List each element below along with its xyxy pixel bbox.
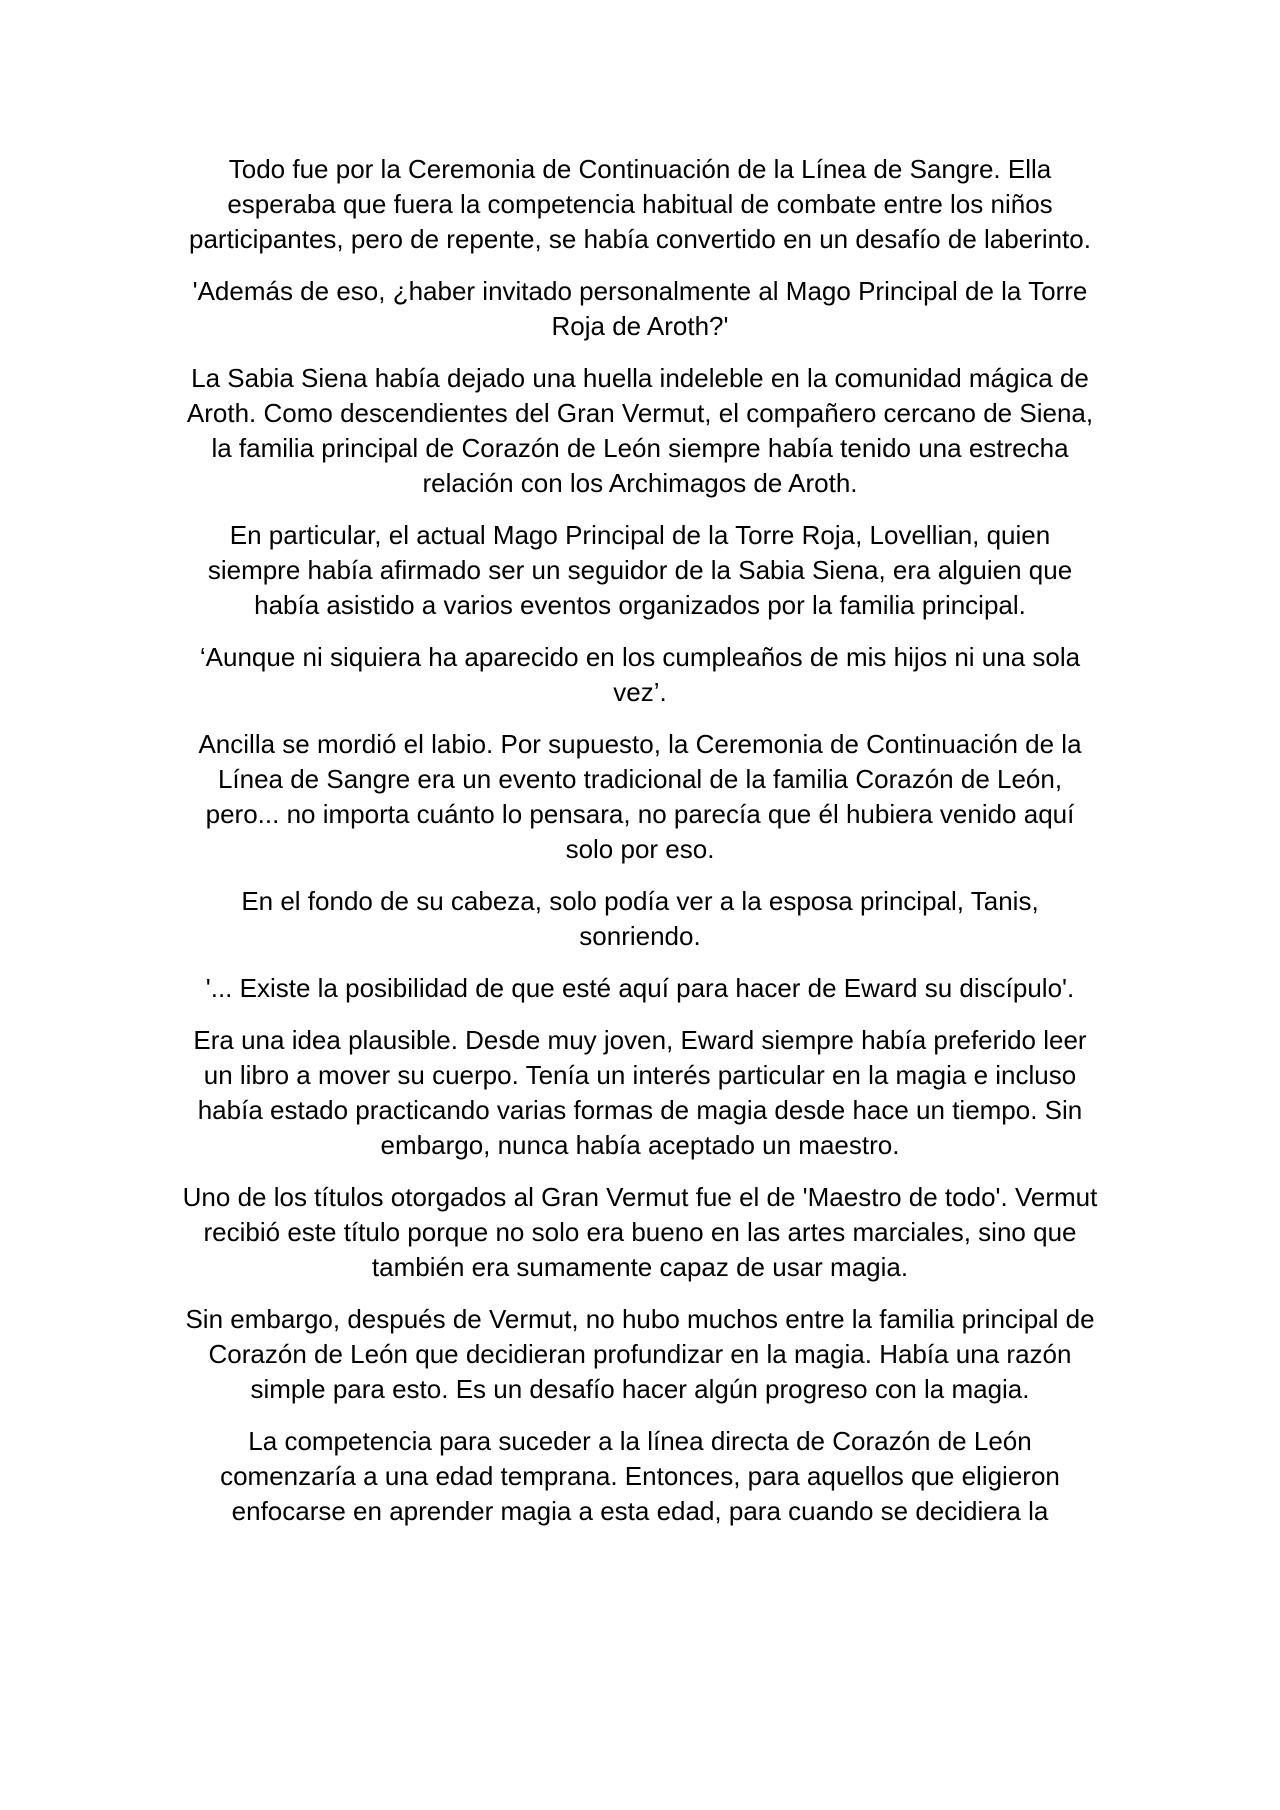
paragraph: En el fondo de su cabeza, solo podía ver a la esposa principal, Tanis, sonriendo.	[241, 886, 1039, 951]
paragraph: ‘Aunque ni siquiera ha aparecido en los cumpleaños de mis hijos ni una sola vez’.	[199, 642, 1081, 707]
paragraph: 'Además de eso, ¿haber invitado personalmente al Mago Principal de la Torre Roja de Aroth?'	[192, 276, 1088, 341]
paragraph: La Sabia Siena había dejado una huella indeleble en la comunidad mágica de Aroth. Como descendientes del Gran Vermut, el compañero cercano de Siena, la familia principal de Corazón de León siempre había tenido una estrecha relación con los Archimagos de Aroth.	[186, 363, 1094, 498]
paragraph: En particular, el actual Mago Principal de la Torre Roja, Lovellian, quien siempre había afirmado ser un seguidor de la Sabia Siena, era alguien que había asistido a varios eventos organizados por la familia principal.	[207, 520, 1073, 620]
document-page	[180, 152, 1100, 1546]
paragraph: Ancilla se mordió el labio. Por supuesto, la Ceremonia de Continuación de la Línea de Sangre era un evento tradicional de la familia Corazón de León, pero... no importa cuánto lo pensara, no parecía que él hubiera venido aquí solo por eso.	[198, 729, 1082, 864]
paragraph: Sin embargo, después de Vermut, no hubo muchos entre la familia principal de Corazón de León que decidieran profundizar en la magia. Había una razón simple para esto. Es un desafío hacer algún progreso con la magia.	[185, 1304, 1095, 1404]
paragraph: Uno de los títulos otorgados al Gran Vermut fue el de 'Maestro de todo'. Vermut recibió este título porque no solo era bueno en las artes marciales, sino que también era sumamente capaz de usar magia.	[182, 1182, 1098, 1282]
paragraph: La competencia para suceder a la línea directa de Corazón de León comenzaría a una edad temprana. Entonces, para aquellos que eligieron enfocarse en aprender magia a esta edad, para cuando se decidiera la	[220, 1426, 1060, 1526]
paragraph: Todo fue por la Ceremonia de Continuación de la Línea de Sangre. Ella esperaba que fuera la competencia habitual de combate entre los niños participantes, pero de repente, se había convertido en un desafío de laberinto.	[189, 154, 1091, 254]
paragraph: Era una idea plausible. Desde muy joven, Eward siempre había preferido leer un libro a mover su cuerpo. Tenía un interés particular en la magia e incluso había estado practicando varias formas de magia desde hace un tiempo. Sin embargo, nunca había aceptado un maestro.	[193, 1025, 1087, 1160]
paragraph: '... Existe la posibilidad de que esté aquí para hacer de Eward su discípulo'.	[205, 973, 1075, 1003]
